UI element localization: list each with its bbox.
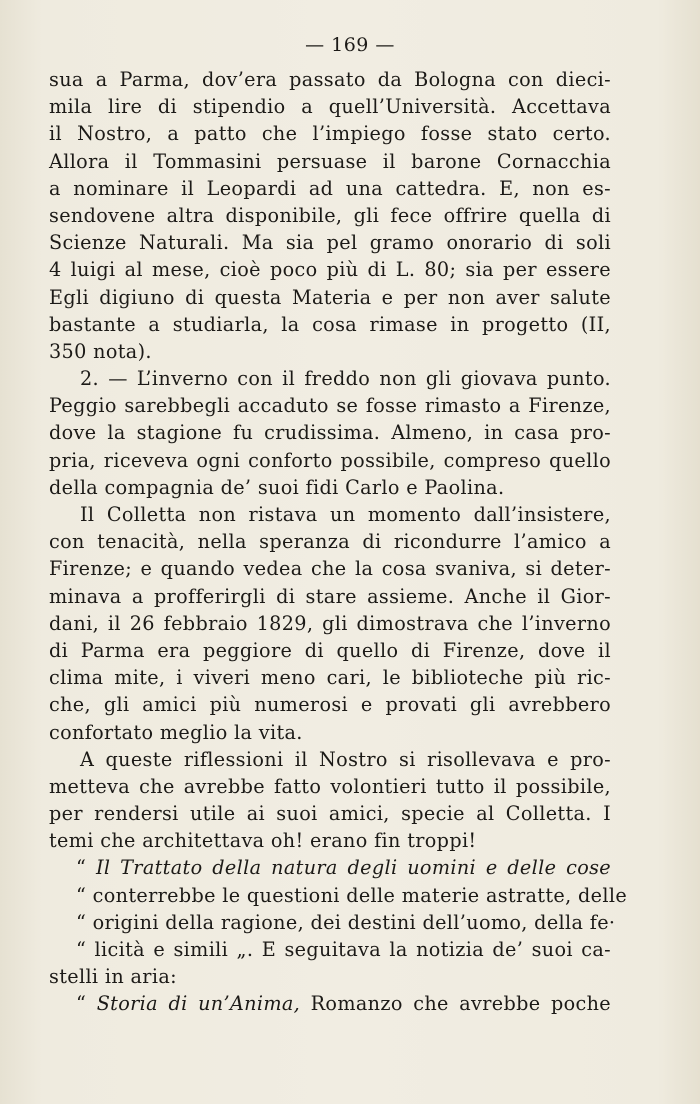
paragraph-2-start: 2. — L’inverno con il freddo non gli giovava punto. <box>80 367 611 391</box>
text-line: Scienze Naturali. Ma sia pel gramo onorario di soli <box>49 231 611 255</box>
quote-mark: “ <box>76 856 87 880</box>
page-body <box>49 66 628 1018</box>
text-line: per rendersi utile ai suoi amici, specie al Colletta. I <box>49 802 611 826</box>
quote-rest: Romanzo che avrebbe poche <box>310 992 611 1016</box>
quote-mark: “ <box>76 992 87 1016</box>
text-line: della compagnia de’ suoi fidi Carlo e Paolina. <box>49 475 505 499</box>
text-line: 350 nota). <box>49 339 152 363</box>
text-line: bastante a studiarla, la cosa rimase in progetto (II, <box>49 312 611 336</box>
text-line: Firenze; e quando vedea che la cosa svaniva, si deter- <box>49 557 611 581</box>
text-line: con tenacità, nella speranza di ricondurre l’amico a <box>49 530 611 554</box>
text-line: mila lire di stipendio a quell’Università. Accettava <box>49 95 611 119</box>
quote-line: stelli in aria: <box>49 965 177 989</box>
quote-title-italic: Storia di un’Anima, <box>96 992 301 1016</box>
text-line: Egli digiuno di questa Materia e per non aver salute <box>49 285 611 309</box>
quote-line: “ licità e simili „. E seguitava la notizia de’ suoi ca- <box>76 938 611 961</box>
quote-line <box>49 854 611 881</box>
text-line: dani, il 26 febbraio 1829, gli dimostrava che l’inverno <box>49 611 611 635</box>
text-line: temi che architettava oh! erano fin troppi! <box>49 829 477 853</box>
text-line: Allora il Tommasini persuase il barone Cornacchia <box>49 149 611 173</box>
text-line: clima mite, i viveri meno cari, le biblioteche più ric- <box>49 666 611 690</box>
quote-line <box>49 990 611 1017</box>
paragraph-4-start: A queste riflessioni il Nostro si risollevava e pro- <box>80 747 611 771</box>
text-line: metteva che avrebbe fatto volontieri tutto il possibile, <box>49 774 611 798</box>
quote-line: “ conterrebbe le questioni delle materie astratte, delle <box>76 883 628 907</box>
quote-line: “ origini della ragione, dei destini dell’uomo, della fe· <box>76 910 616 934</box>
page-number: — 169 — <box>305 34 395 56</box>
text-line: confortato meglio la vita. <box>49 720 303 744</box>
text-line: pria, riceveva ogni conforto possibile, compreso quello <box>49 448 611 472</box>
paragraph-3-start: Il Colletta non ristava un momento dall’insistere, <box>80 503 611 526</box>
text-line: sua a Parma, dov’era passato da Bologna con dieci- <box>49 68 611 91</box>
text-line: minava a profferirgli di stare assieme. Anche il Gior- <box>49 584 611 608</box>
text-line: a nominare il Leopardi ad una cattedra. E, non es- <box>49 176 611 200</box>
text-line: dove la stagione fu crudissima. Almeno, in casa pro- <box>49 421 611 445</box>
text-line: sendovene altra disponibile, gli fece offrire quella di <box>49 203 611 227</box>
text-line: 4 luigi al mese, cioè poco più di L. 80; sia per essere <box>49 258 611 282</box>
text-line: che, gli amici più numerosi e provati gli avrebbero <box>49 693 611 717</box>
text-line: Peggio sarebbegli accaduto se fosse rimasto a Firenze, <box>49 394 611 418</box>
text-line: il Nostro, a patto che l’impiego fosse stato certo. <box>49 122 611 146</box>
quote-title-italic: Il Trattato della natura degli uomini e delle cose <box>95 856 611 880</box>
text-line: di Parma era peggiore di quello di Firenze, dove il <box>49 638 611 662</box>
